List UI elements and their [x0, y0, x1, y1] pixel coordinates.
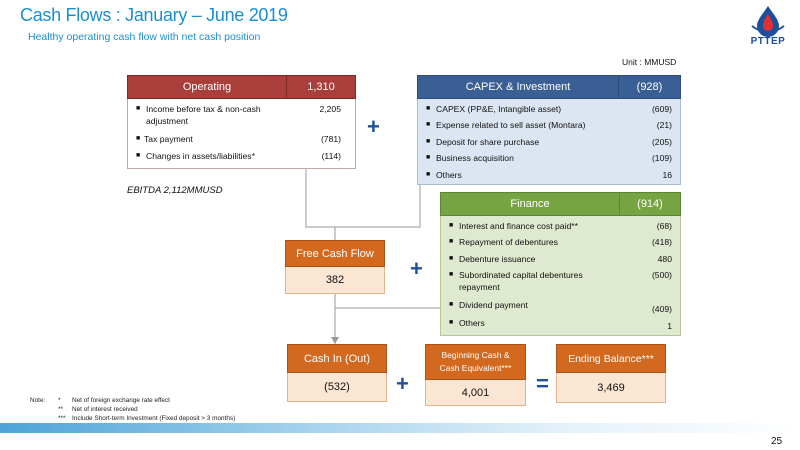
ending-balance-value: 3,469 [556, 373, 666, 403]
note-symbol: * [58, 397, 61, 404]
beginning-cash-value: 4,001 [425, 380, 526, 406]
logo-wordmark: PTTEP [750, 36, 786, 47]
arrow-head [331, 337, 339, 344]
finance-header [440, 192, 681, 216]
note-symbol: ** [58, 406, 63, 413]
operating-details: ■ Income before tax & non-cash 2,205 adjustment ■ Tax payment (781) ■ Changes in assets/liabilities* (114) [127, 99, 356, 169]
free-cash-flow-header: Free Cash Flow [285, 240, 385, 267]
page-number: 25 [771, 436, 783, 447]
finance-label: Finance [510, 198, 550, 210]
beginning-cash-header [425, 344, 526, 380]
page-title: Cash Flows : January – June 2019 [20, 5, 288, 25]
operating-label: Operating [182, 81, 232, 93]
note-symbol: *** [58, 415, 66, 422]
free-cash-flow-value: 382 [285, 267, 385, 294]
note-label: Note: [30, 397, 46, 404]
unit-label: Unit : MMUSD [622, 57, 677, 67]
beginning-cash-label-line2: Cash Equivalent*** [439, 363, 512, 373]
operating-total: 1,310 [307, 81, 335, 93]
cash-in-out-header: Cash In (Out) [287, 344, 387, 373]
operating-header [127, 75, 356, 99]
plus-operator: + [396, 371, 409, 396]
capex-label: CAPEX & Investment [465, 81, 571, 93]
ending-balance-header: Ending Balance*** [556, 344, 666, 373]
capex-details: ■ CAPEX (PP&E, Intangible asset) (609) ■ Expense related to sell asset (Montara) (21) ■ Deposit for share purchase (205) ■ Business acquisition (109) ■ Others 16 [417, 99, 681, 185]
note-text: Include Short-term Investment (Fixed deposit > 3 months) [72, 415, 236, 422]
plus-operator: + [410, 256, 423, 281]
note-text: Net of interest received [72, 406, 138, 413]
connector-capex [335, 185, 420, 227]
capex-total: (928) [636, 81, 663, 93]
plus-operator: + [367, 114, 380, 139]
finance-total: (914) [637, 198, 663, 210]
note-text: Net of foreign exchange rate effect [72, 397, 170, 404]
finance-details: ■ Interest and finance cost paid** (68) ■ Repayment of debentures (418) ■ Debenture issuance 480 ■ Subordinated capital debentures (500) repayment ■ Dividend payment (409) ■ Others 1 [440, 216, 681, 336]
equals-operator: = [536, 371, 549, 396]
cash-in-out-value: (532) [287, 373, 387, 402]
capex-header [417, 75, 681, 99]
page-subtitle: Healthy operating cash flow with net cash position [28, 31, 261, 43]
beginning-cash-label-line1: Beginning Cash & [441, 350, 510, 360]
footer-band [0, 423, 800, 433]
ebitda-text: EBITDA 2,112MMUSD [127, 185, 223, 196]
connector-operating [306, 169, 335, 240]
